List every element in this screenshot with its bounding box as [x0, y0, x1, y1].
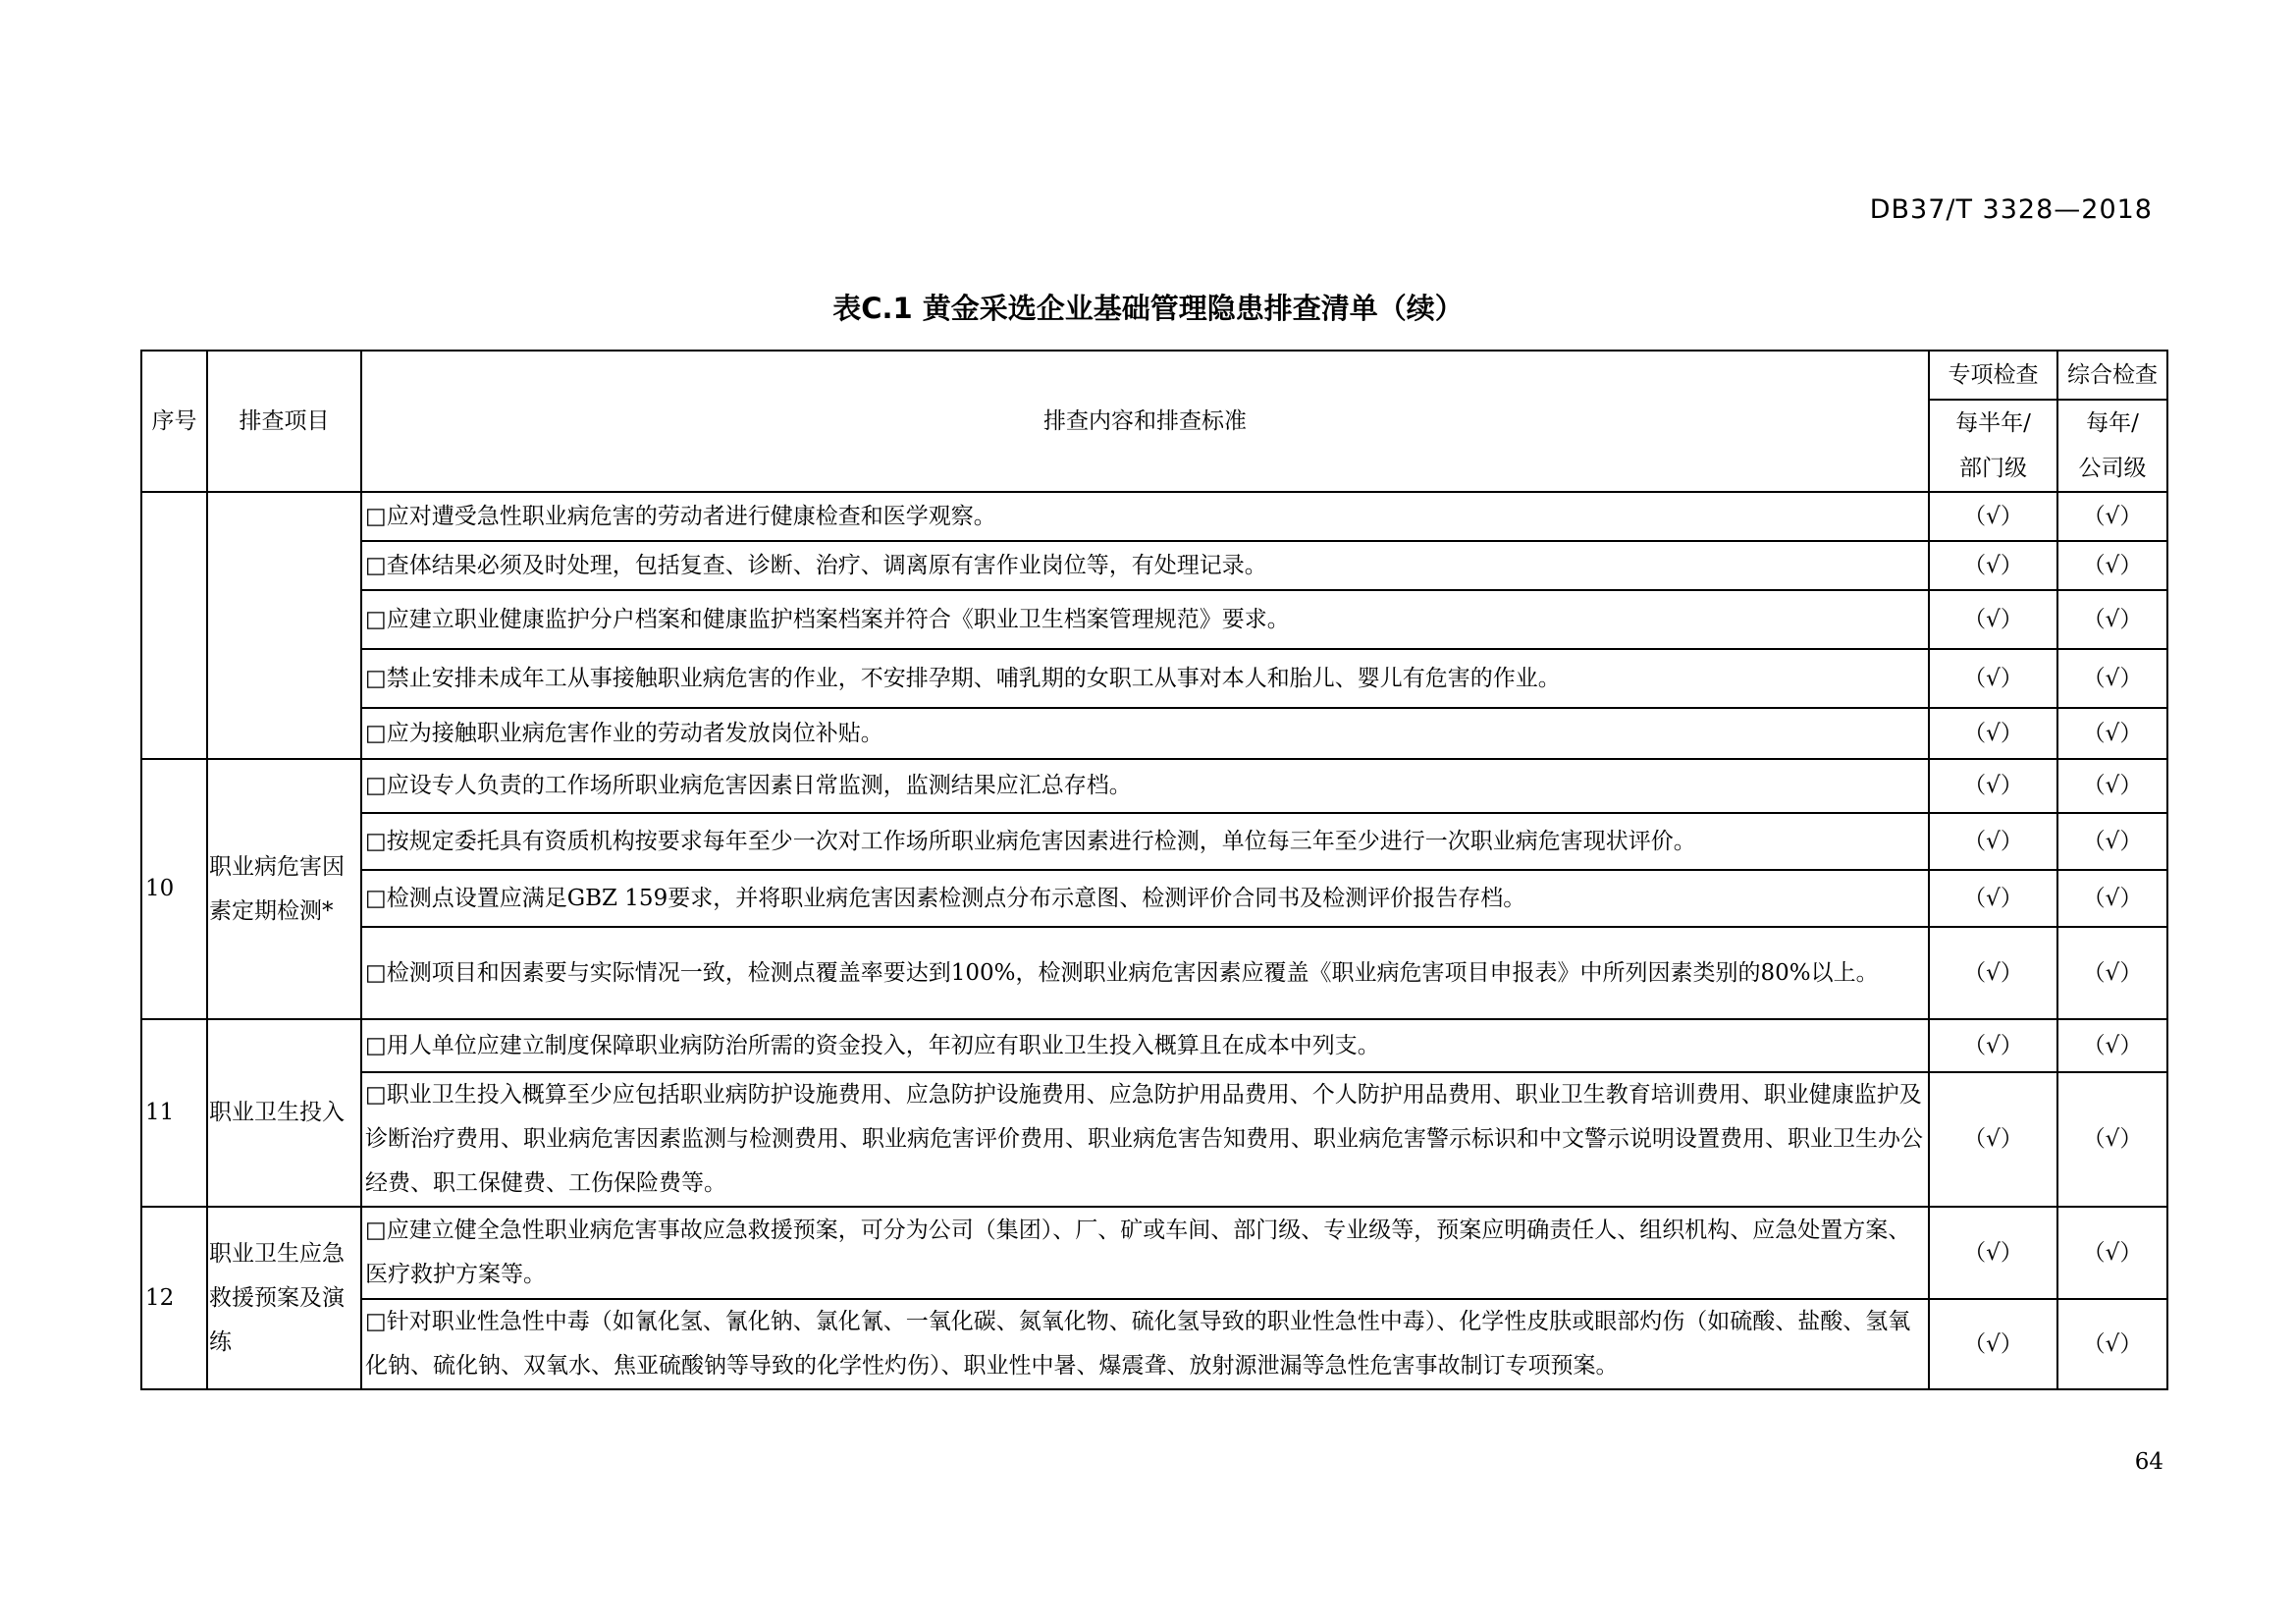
content-cell: □职业卫生投入概算至少应包括职业病防护设施费用、应急防护设施费用、应急防护用品费用、个人防护用品费用、职业卫生教育培训费用、职业健康监护及诊断治疗费用、职业病危害因素监测与检测费用、职业病危害评价费用、职业病危害告知费用、职业病危害警示标识和中文警示说明设置费用、职业卫生办公经费、职工保健费、工伤保险费等。	[361, 1072, 1929, 1207]
special-check-mark: （√）	[1929, 927, 2057, 1019]
page-number: 64	[2134, 1449, 2163, 1475]
special-check-mark: （√）	[1929, 541, 2057, 590]
header-row	[141, 351, 2167, 400]
table-row	[141, 1072, 2167, 1207]
comprehensive-check-mark: （√）	[2057, 708, 2167, 759]
content-cell: □用人单位应建立制度保障职业病防治所需的资金投入，年初应有职业卫生投入概算且在成本中列支。	[361, 1019, 1929, 1072]
header-special-level: 部门级	[1929, 446, 2057, 492]
content-cell: □应对遭受急性职业病危害的劳动者进行健康检查和医学观察。	[361, 492, 1929, 541]
table-row	[141, 927, 2167, 1019]
special-check-mark: （√）	[1929, 1019, 2057, 1072]
item-cell	[207, 759, 361, 1019]
item-label-line: 职业病危害因	[209, 853, 345, 880]
special-check-mark: （√）	[1929, 708, 2057, 759]
item-label-line: 素定期检测*	[209, 897, 334, 924]
header-content: 排查内容和排查标准	[361, 351, 1929, 492]
header-item: 排查项目	[207, 351, 361, 492]
comprehensive-check-mark: （√）	[2057, 813, 2167, 870]
table-row	[141, 708, 2167, 759]
item-label-line: 练	[209, 1328, 232, 1355]
seq-cell: 10	[141, 759, 207, 1019]
comprehensive-check-mark: （√）	[2057, 541, 2167, 590]
table-row	[141, 1207, 2167, 1299]
header-comprehensive-frequency: 每年/	[2057, 400, 2167, 446]
comprehensive-check-mark: （√）	[2057, 590, 2167, 649]
comprehensive-check-mark: （√）	[2057, 927, 2167, 1019]
seq-cell: 11	[141, 1019, 207, 1207]
item-label-line: 救援预案及演	[209, 1284, 345, 1311]
header-special-check: 专项检查	[1929, 351, 2057, 400]
comprehensive-check-mark: （√）	[2057, 1072, 2167, 1207]
content-cell: □应建立健全急性职业病危害事故应急救援预案，可分为公司（集团）、厂、矿或车间、部门级、专业级等，预案应明确责任人、组织机构、应急处置方案、医疗救护方案等。	[361, 1207, 1929, 1299]
special-check-mark: （√）	[1929, 1207, 2057, 1299]
special-check-mark: （√）	[1929, 759, 2057, 813]
comprehensive-check-mark: （√）	[2057, 759, 2167, 813]
content-cell: □按规定委托具有资质机构按要求每年至少一次对工作场所职业病危害因素进行检测，单位每三年至少进行一次职业病危害现状评价。	[361, 813, 1929, 870]
hazard-checklist-table	[140, 350, 2168, 1390]
table-row	[141, 759, 2167, 813]
header-comprehensive-check: 综合检查	[2057, 351, 2167, 400]
table-row	[141, 1019, 2167, 1072]
comprehensive-check-mark: （√）	[2057, 1207, 2167, 1299]
special-check-mark: （√）	[1929, 1299, 2057, 1389]
comprehensive-check-mark: （√）	[2057, 649, 2167, 708]
item-cell	[207, 1019, 361, 1207]
seq-cell: 12	[141, 1207, 207, 1389]
table-row	[141, 541, 2167, 590]
special-check-mark: （√）	[1929, 649, 2057, 708]
item-label-line: 职业卫生应急	[209, 1240, 345, 1267]
standard-code: DB37/T 3328—2018	[1869, 194, 2153, 225]
header-comprehensive-level: 公司级	[2057, 446, 2167, 492]
item-cell	[207, 1207, 361, 1389]
table-row	[141, 1299, 2167, 1389]
special-check-mark: （√）	[1929, 870, 2057, 927]
header-seq: 序号	[141, 351, 207, 492]
item-cell-continued	[207, 492, 361, 759]
content-cell: □检测点设置应满足GBZ 159要求，并将职业病危害因素检测点分布示意图、检测评价合同书及检测评价报告存档。	[361, 870, 1929, 927]
content-cell: □应建立职业健康监护分户档案和健康监护档案档案并符合《职业卫生档案管理规范》要求。	[361, 590, 1929, 649]
content-cell: □查体结果必须及时处理，包括复查、诊断、治疗、调离原有害作业岗位等，有处理记录。	[361, 541, 1929, 590]
seq-cell-continued	[141, 492, 207, 759]
content-cell: □应为接触职业病危害作业的劳动者发放岗位补贴。	[361, 708, 1929, 759]
table-row	[141, 492, 2167, 541]
special-check-mark: （√）	[1929, 813, 2057, 870]
comprehensive-check-mark: （√）	[2057, 492, 2167, 541]
item-label-line: 职业卫生投入	[209, 1100, 345, 1125]
content-cell: □检测项目和因素要与实际情况一致，检测点覆盖率要达到100%，检测职业病危害因素应覆盖《职业病危害项目申报表》中所列因素类别的80%以上。	[361, 927, 1929, 1019]
table-title: 表C.1 黄金采选企业基础管理隐患排查清单（续）	[832, 292, 1464, 325]
special-check-mark: （√）	[1929, 1072, 2057, 1207]
special-check-mark: （√）	[1929, 590, 2057, 649]
content-cell: □针对职业性急性中毒（如氰化氢、氰化钠、氯化氰、一氧化碳、氮氧化物、硫化氢导致的职业性急性中毒）、化学性皮肤或眼部灼伤（如硫酸、盐酸、氢氧化钠、硫化钠、双氧水、焦亚硫酸钠等导致的化学性灼伤）、职业性中暑、爆震聋、放射源泄漏等急性危害事故制订专项预案。	[361, 1299, 1929, 1389]
content-cell: □应设专人负责的工作场所职业病危害因素日常监测，监测结果应汇总存档。	[361, 759, 1929, 813]
table-row	[141, 813, 2167, 870]
content-cell: □禁止安排未成年工从事接触职业病危害的作业，不安排孕期、哺乳期的女职工从事对本人和胎儿、婴儿有危害的作业。	[361, 649, 1929, 708]
comprehensive-check-mark: （√）	[2057, 1299, 2167, 1389]
table-row	[141, 590, 2167, 649]
comprehensive-check-mark: （√）	[2057, 870, 2167, 927]
table-row	[141, 649, 2167, 708]
special-check-mark: （√）	[1929, 492, 2057, 541]
header-special-frequency: 每半年/	[1929, 400, 2057, 446]
comprehensive-check-mark: （√）	[2057, 1019, 2167, 1072]
table-row	[141, 870, 2167, 927]
